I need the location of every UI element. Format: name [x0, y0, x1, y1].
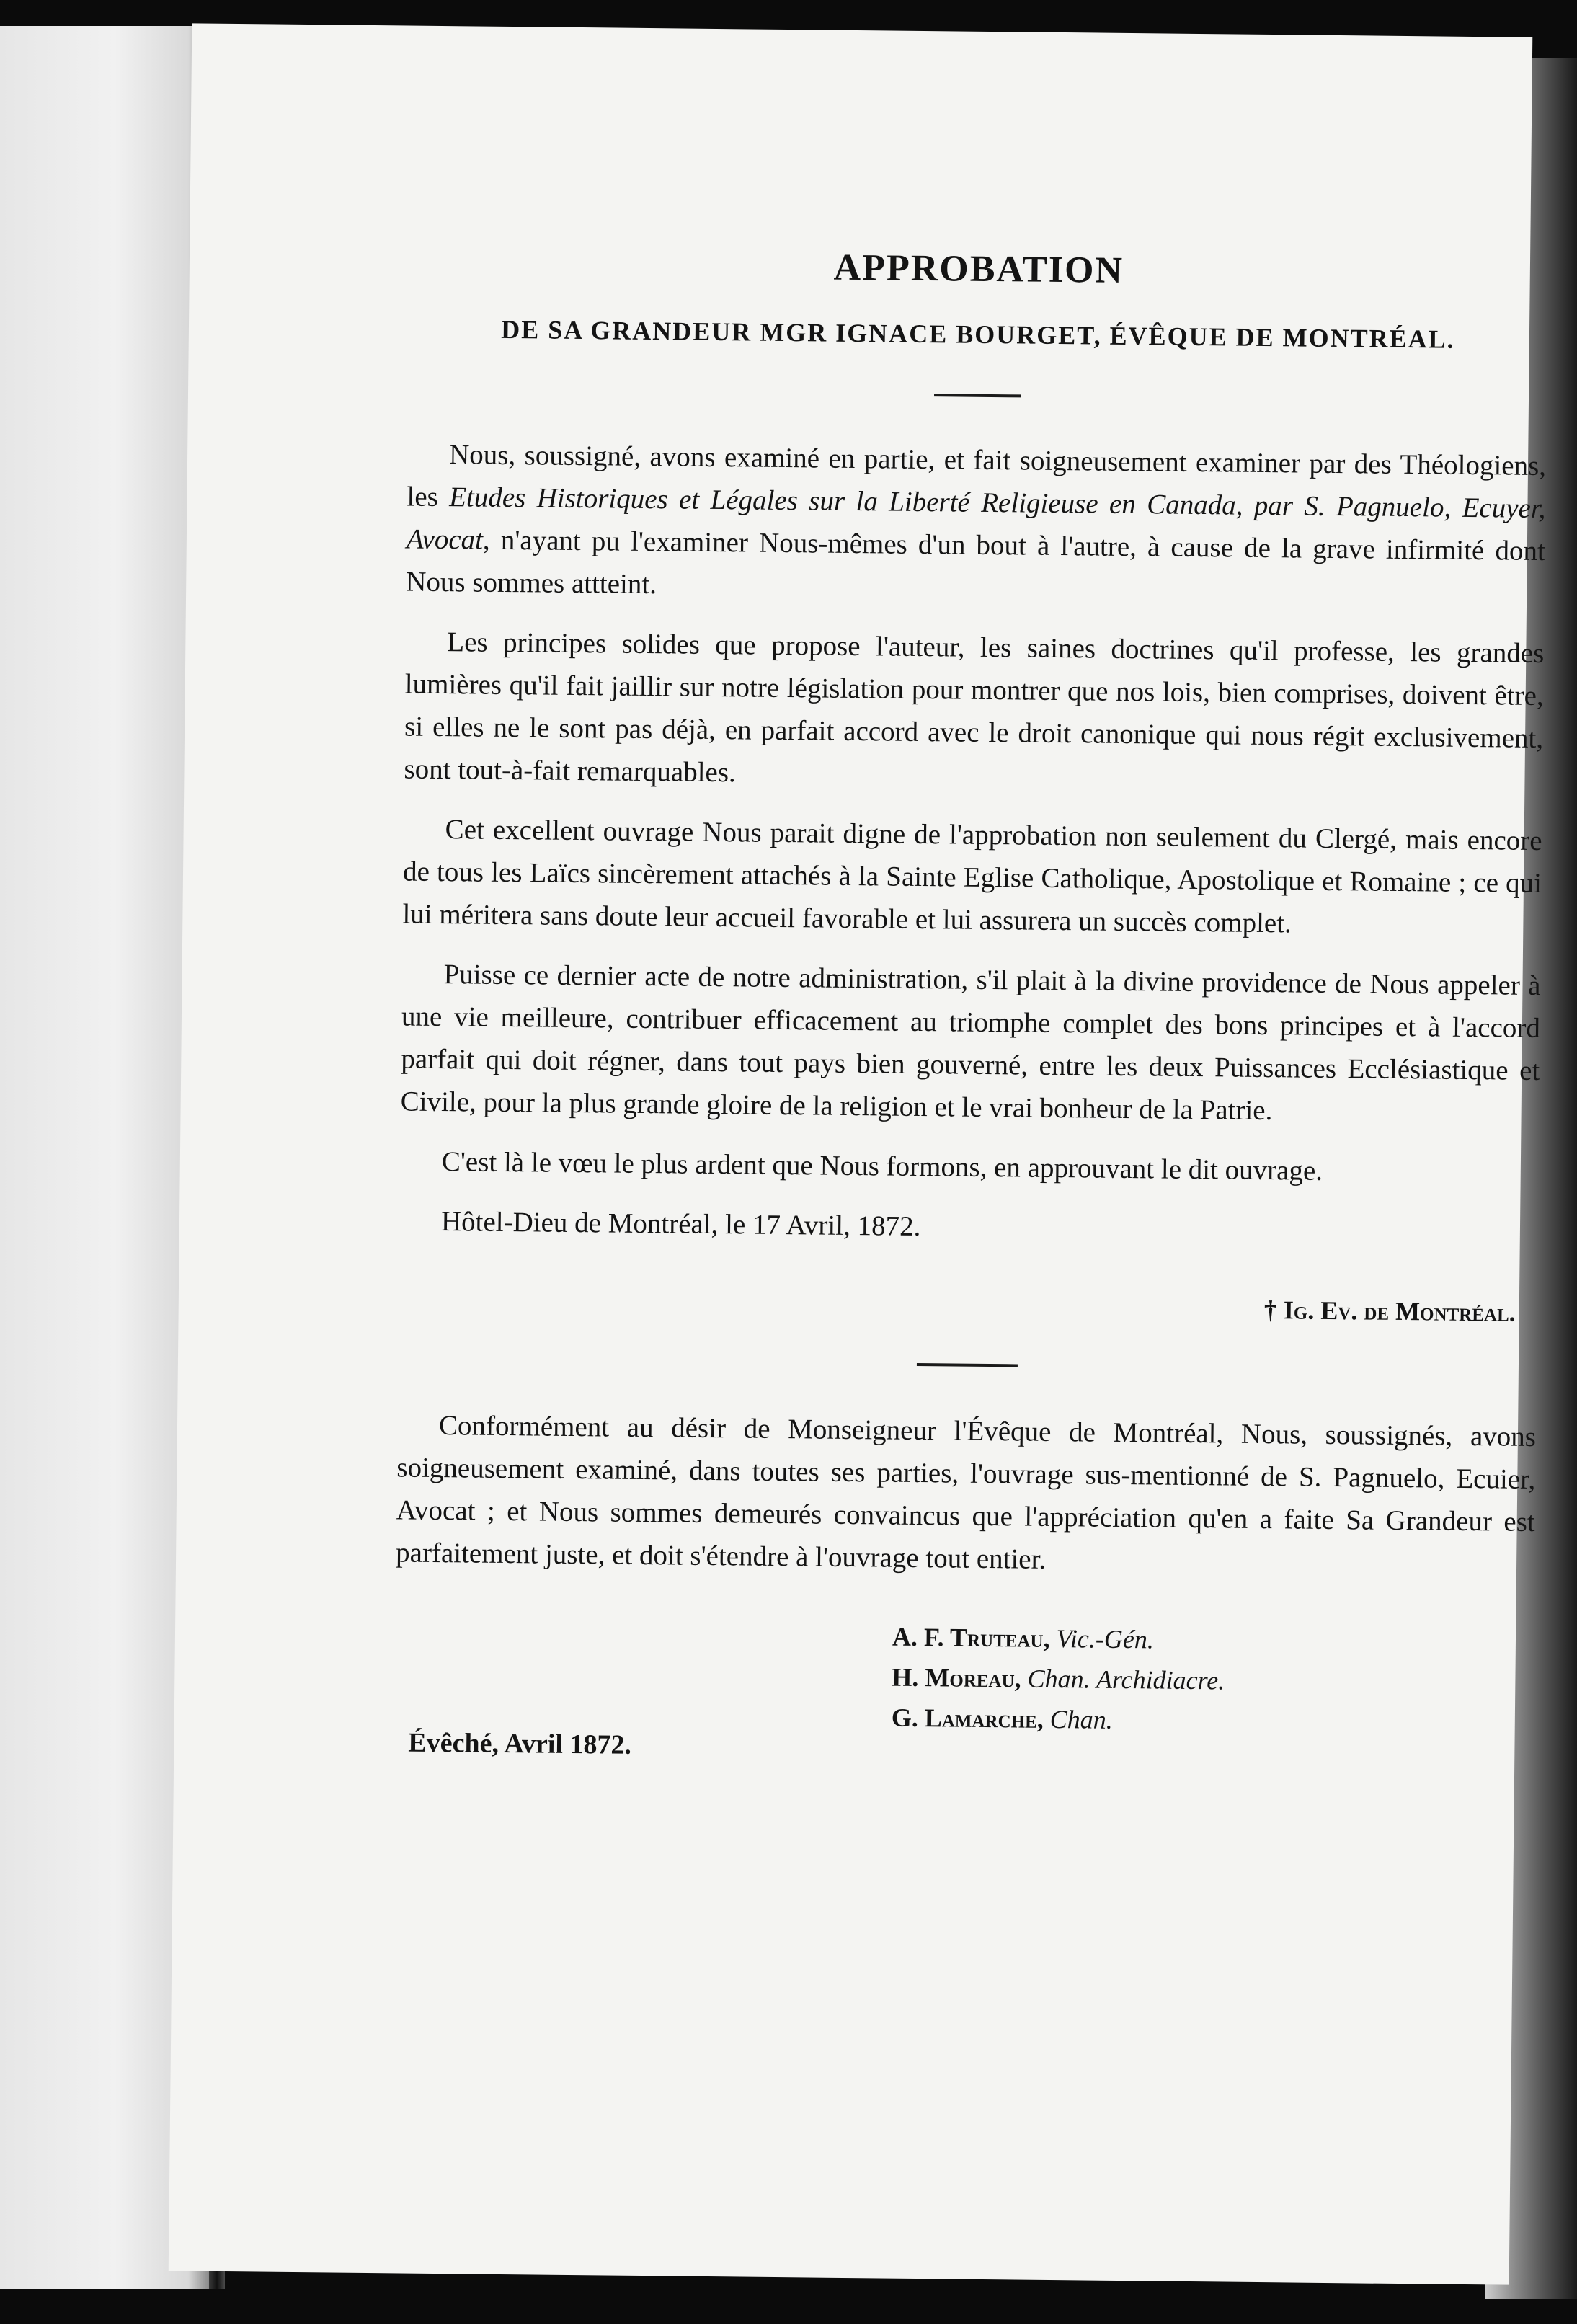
- paragraph-4: Puisse ce dernier acte de notre administration, s'il plait à la divine providence de Nous appeler à une vie meilleure, contribuer efficacement au triomphe complet des bons principes et à l'accord parfait qui doit régner, dans tout pays bien gouverné, entre les deux Puissances Ecclésiastique et Civile, pour la plus grande gloire de la religion et le vrai bonheur de la Patrie.: [400, 959, 1541, 1127]
- document-subtitle: DE SA GRANDEUR MGR IGNACE BOURGET, ÉVÊQUE DE MONTRÉAL.: [501, 314, 1455, 354]
- conformement-paragraph: Conformément au désir de Monseigneur l'Évêque de Montréal, Nous, soussignés, avons soigneusement examiné, dans toutes ses parties, l'ouvrage sus-mentionné de S. Pagnuelo, Ecuier, Avocat ; et Nous sommes demeurés convaincus que l'appréciation qu'en a faite Sa Grandeur est parfaitement juste, et doit s'étendre à l'ouvrage tout entier.: [395, 1410, 1537, 1575]
- signatory-title: Vic.-Gén.: [1056, 1624, 1155, 1654]
- paragraph-3: Cet excellent ouvrage Nous parait digne de l'approbation non seulement du Clergé, mais encore de tous les Laïcs sincèrement attachés à la Sainte Eglise Catholique, Apostolique et Romaine ; ce qui lui méritera sans doute leur accueil favorable et lui assurera un succès complet.: [402, 814, 1542, 939]
- divider-rule-2: [917, 1363, 1018, 1367]
- paragraph-1-after: , n'ayant pu l'examiner Nous-mêmes d'un bout à l'autre, à cause de la grave infirmité dont Nous sommes attteint.: [406, 524, 1546, 600]
- signatory-row: [892, 1617, 1534, 1664]
- closing-place-date: Évêché, Avril 1872.: [408, 1727, 632, 1760]
- paragraph-1: [406, 433, 1546, 616]
- signatory-row: [892, 1657, 1534, 1704]
- book-title-italic: Etudes Historiques et Légales sur la Liberté Religieuse en Canada, par S. Pagnuelo, Ecuyer, Avocat: [406, 482, 1546, 556]
- signatory-name: A. F. Truteau,: [892, 1622, 1050, 1653]
- document-page: [169, 23, 1547, 2284]
- cross-symbol: †: [1263, 1295, 1278, 1325]
- document-title: APPROBATION: [833, 247, 1124, 291]
- signatory-title: Chan. Archidiacre.: [1027, 1664, 1225, 1695]
- paragraph-1-before: Nous, soussigné, avons examiné en partie, et fait soigneusement examiner par des Théologiens, les: [407, 439, 1547, 513]
- signatory-name: G. Lamarche,: [891, 1703, 1044, 1734]
- signatory-name: H. Moreau,: [892, 1662, 1021, 1693]
- paragraph-5: C'est là le vœu le plus ardent que Nous formons, en approuvant le dit ouvrage.: [441, 1146, 1323, 1187]
- page-content: [394, 242, 1548, 1770]
- divider-rule: [934, 394, 1021, 397]
- paragraph-2: Les principes solides que propose l'auteur, les saines doctrines qu'il professe, les grandes lumières qu'il fait jaillir sur notre législation pour montrer que nos lois, bien comprises, doivent être, si elles ne le sont pas déjà, en parfait accord avec le droit canonique qui nous régit exclusivement, sont tout-à-fait remarquables.: [404, 626, 1545, 789]
- bishop-signature-name: Ig. Ev. de Montréal.: [1283, 1295, 1516, 1327]
- signatory-title: Chan.: [1049, 1704, 1113, 1734]
- place-date: Hôtel-Dieu de Montréal, le 17 Avril, 1872.: [440, 1206, 921, 1243]
- bishop-signature: [399, 1285, 1537, 1328]
- signatories-block: [394, 1611, 1534, 1744]
